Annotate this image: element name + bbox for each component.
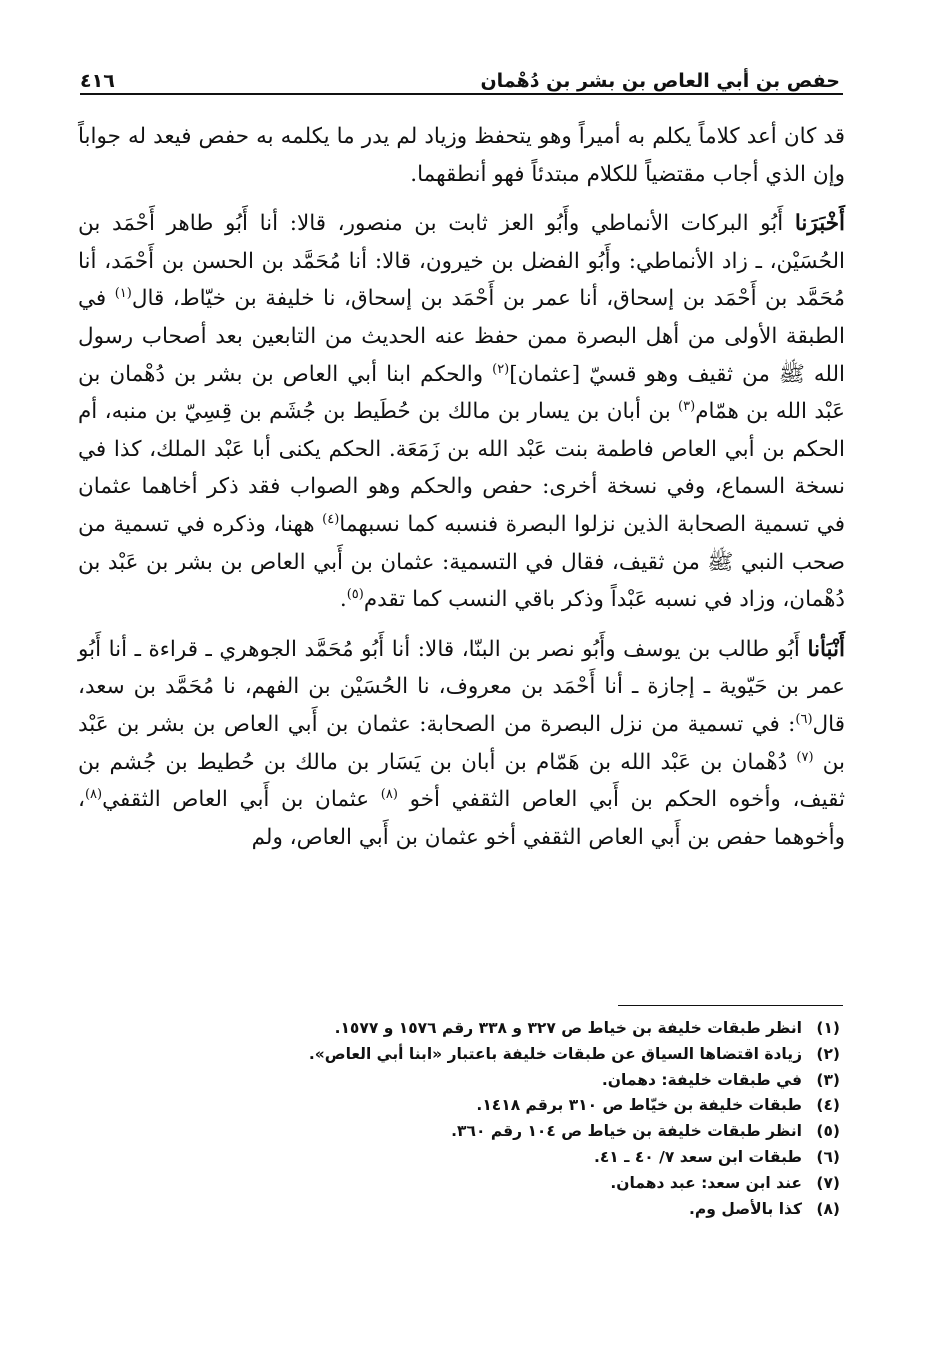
footnote-text: انظر طبقات خليفة بن خياط ص ١٠٤ رقم ٣٦٠. [451, 1122, 802, 1141]
footnote-ref[interactable]: (١) [114, 286, 132, 302]
paragraph-text: في الطبقة الأولى من أهل البصرة ممن حفظ عنه الحديث من التابعين بعد أصحاب رسول الله ﷺ من ثقيف وهو قسيّ [عثمان] [78, 286, 845, 387]
paragraph-text: : في تسمية من نزل البصرة من الصحابة: عثمان بن أَبي العاص بن بشر بن عَبْد بن [78, 711, 845, 775]
footnote-text: في طبقات خليفة: دهمان. [601, 1070, 802, 1089]
footnote-item [200, 1093, 840, 1119]
footnote-ref[interactable]: (٣) [678, 399, 696, 415]
footnote-divider [618, 1005, 843, 1006]
paragraph-text: أَبُو طالب بن يوسف وأَبُو نصر بن البنّا، قالا: أنا أَبُو مُحَمَّد الجوهري ـ قراءة ـ أنا أَبُو عمر بن حَيّوية ـ إجازة ـ أنا أَحْمَد بن معروف، نا الحُسَيْن بن الفهم، نا مُحَمَّد بن سعد، قال [78, 636, 845, 737]
footnote-item [200, 1171, 840, 1197]
footnote-text: عند ابن سعد: عبد دهمان. [610, 1173, 802, 1192]
footnote-number: (٦) [816, 1147, 840, 1166]
footnote-number: (٣) [816, 1070, 840, 1089]
footnotes-list [200, 1016, 840, 1222]
paragraph-text: والحكم ابنا أبي العاص بن بشر بن دُهْمان بن عَبْد الله بن همّام [78, 361, 845, 425]
footnote-item [200, 1197, 840, 1223]
paragraph-text: . [339, 587, 347, 613]
page-header [80, 52, 840, 92]
footnote-item [200, 1145, 840, 1171]
running-title: حفص بن أبي العاص بن بشر بن دُهْمان [480, 70, 840, 92]
footnote-number: (١) [816, 1019, 840, 1037]
paragraph-text: عثمان بن أَبي العاص الثقفي [102, 787, 381, 813]
footnote-ref[interactable]: (٨) [380, 787, 398, 803]
footnote-ref[interactable]: (٥) [346, 587, 364, 603]
header-divider [80, 93, 843, 95]
footnote-ref[interactable]: (٤) [322, 511, 340, 527]
paragraph-lead: أَنْبَأنا [807, 636, 845, 662]
paragraph-text: دُهْمان بن عَبْد الله بن هَمّام بن أبان بن يَسَار بن مالك بن حُطيط بن جُشم بن ثقيف، وأخوه الحكم بن أَبي العاص الثقفي أخو [78, 749, 846, 813]
footnote-item [200, 1119, 840, 1145]
paragraph-text: ههنا، وذكره في تسمية من صحب النبي ﷺ من ثقيف، فقال في التسمية: عثمان بن أَبي العاص بن بشر بن عَبْد بن دُهْمان، وزاد في نسبه عَبْداً وذكر باقي النسب كما تقدم [78, 511, 845, 613]
paragraph-text: ، وأخوهما حفص بن أَبي العاص الثقفي أخو عثمان بن أَبي العاص، ولم [78, 787, 845, 850]
footnote-item [200, 1042, 840, 1068]
footnote-item [200, 1068, 840, 1094]
paragraph-3 [78, 631, 845, 857]
main-text [78, 118, 845, 868]
footnote-text: طبقات خليفة بن خيّاط ص ٣١٠ برقم ١٤١٨. [476, 1096, 802, 1115]
paragraph-text: قد كان أعد كلاماً يكلم به أميراً وهو يتحفظ وزياد لم يدر ما يكلمه به حفص فيعد له جواباً وإن الذي أجاب مقتضياً للكلام مبتدئاً فهو أنطقهما. [78, 124, 845, 187]
paragraph-text: بن أبان بن يسار بن مالك بن حُطَيط بن جُشَم بن قِسِيّ بن منبه، أم الحكم بن أبي العاص فاطمة بنت عَبْد الله بن زَمَعَة. الحكم يكنى أبا عَبْد الملك، كذا في نسخة السماع، وفي نسخة أخرى: حفص والحكم وهو الصواب فقد ذكر أخاهما عثمان في تسمية الصحابة الذين نزلوا البصرة فنسبه كما نسبهما [78, 399, 846, 537]
paragraph-1 [78, 118, 845, 193]
footnote-text: كذا بالأصل وم. [689, 1199, 802, 1218]
footnote-number: (٤) [816, 1096, 840, 1115]
footnote-text: زيادة اقتضاها السياق عن طبقات خليفة باعتبار «ابنا أبي العاص». [308, 1044, 802, 1063]
paragraph-text: أَبُو البركات الأنماطي وأَبُو العز ثابت بن منصور، قالا: أنا أَبُو طاهر أَحْمَد بن الحُسَيْن، ـ زاد الأنماطي: وأَبُو الفضل بن خيرون، قالا: أنا مُحَمَّد بن الحسن بن أَحْمَد، أنا مُحَمَّد بن أَحْمَد بن إسحاق، أنا عمر بن أَحْمَد بن إسحاق، نا خليفة بن خيّاط، قال [78, 211, 845, 312]
paragraph-lead: أَخْبَرَنا [794, 211, 845, 237]
paragraph-2 [78, 205, 845, 619]
page-number: ٤١٦ [80, 70, 115, 92]
footnote-text: طبقات ابن سعد ٧/ ٤٠ ـ ٤١. [593, 1147, 802, 1166]
footnote-number: (٢) [816, 1044, 840, 1063]
footnote-ref[interactable]: (٧) [796, 749, 814, 765]
footnote-text: انظر طبقات خليفة بن خياط ص ٣٢٧ و ٣٣٨ رقم ١٥٧٦ و ١٥٧٧. [334, 1019, 802, 1037]
footnote-ref[interactable]: (٦) [795, 711, 813, 727]
footnote-number: (٧) [816, 1173, 840, 1192]
footnote-item [200, 1016, 840, 1042]
footnote-number: (٨) [816, 1199, 840, 1218]
footnote-ref[interactable]: (٨) [84, 787, 103, 803]
footnote-number: (٥) [816, 1122, 840, 1141]
footnote-ref[interactable]: (٢) [492, 361, 510, 377]
